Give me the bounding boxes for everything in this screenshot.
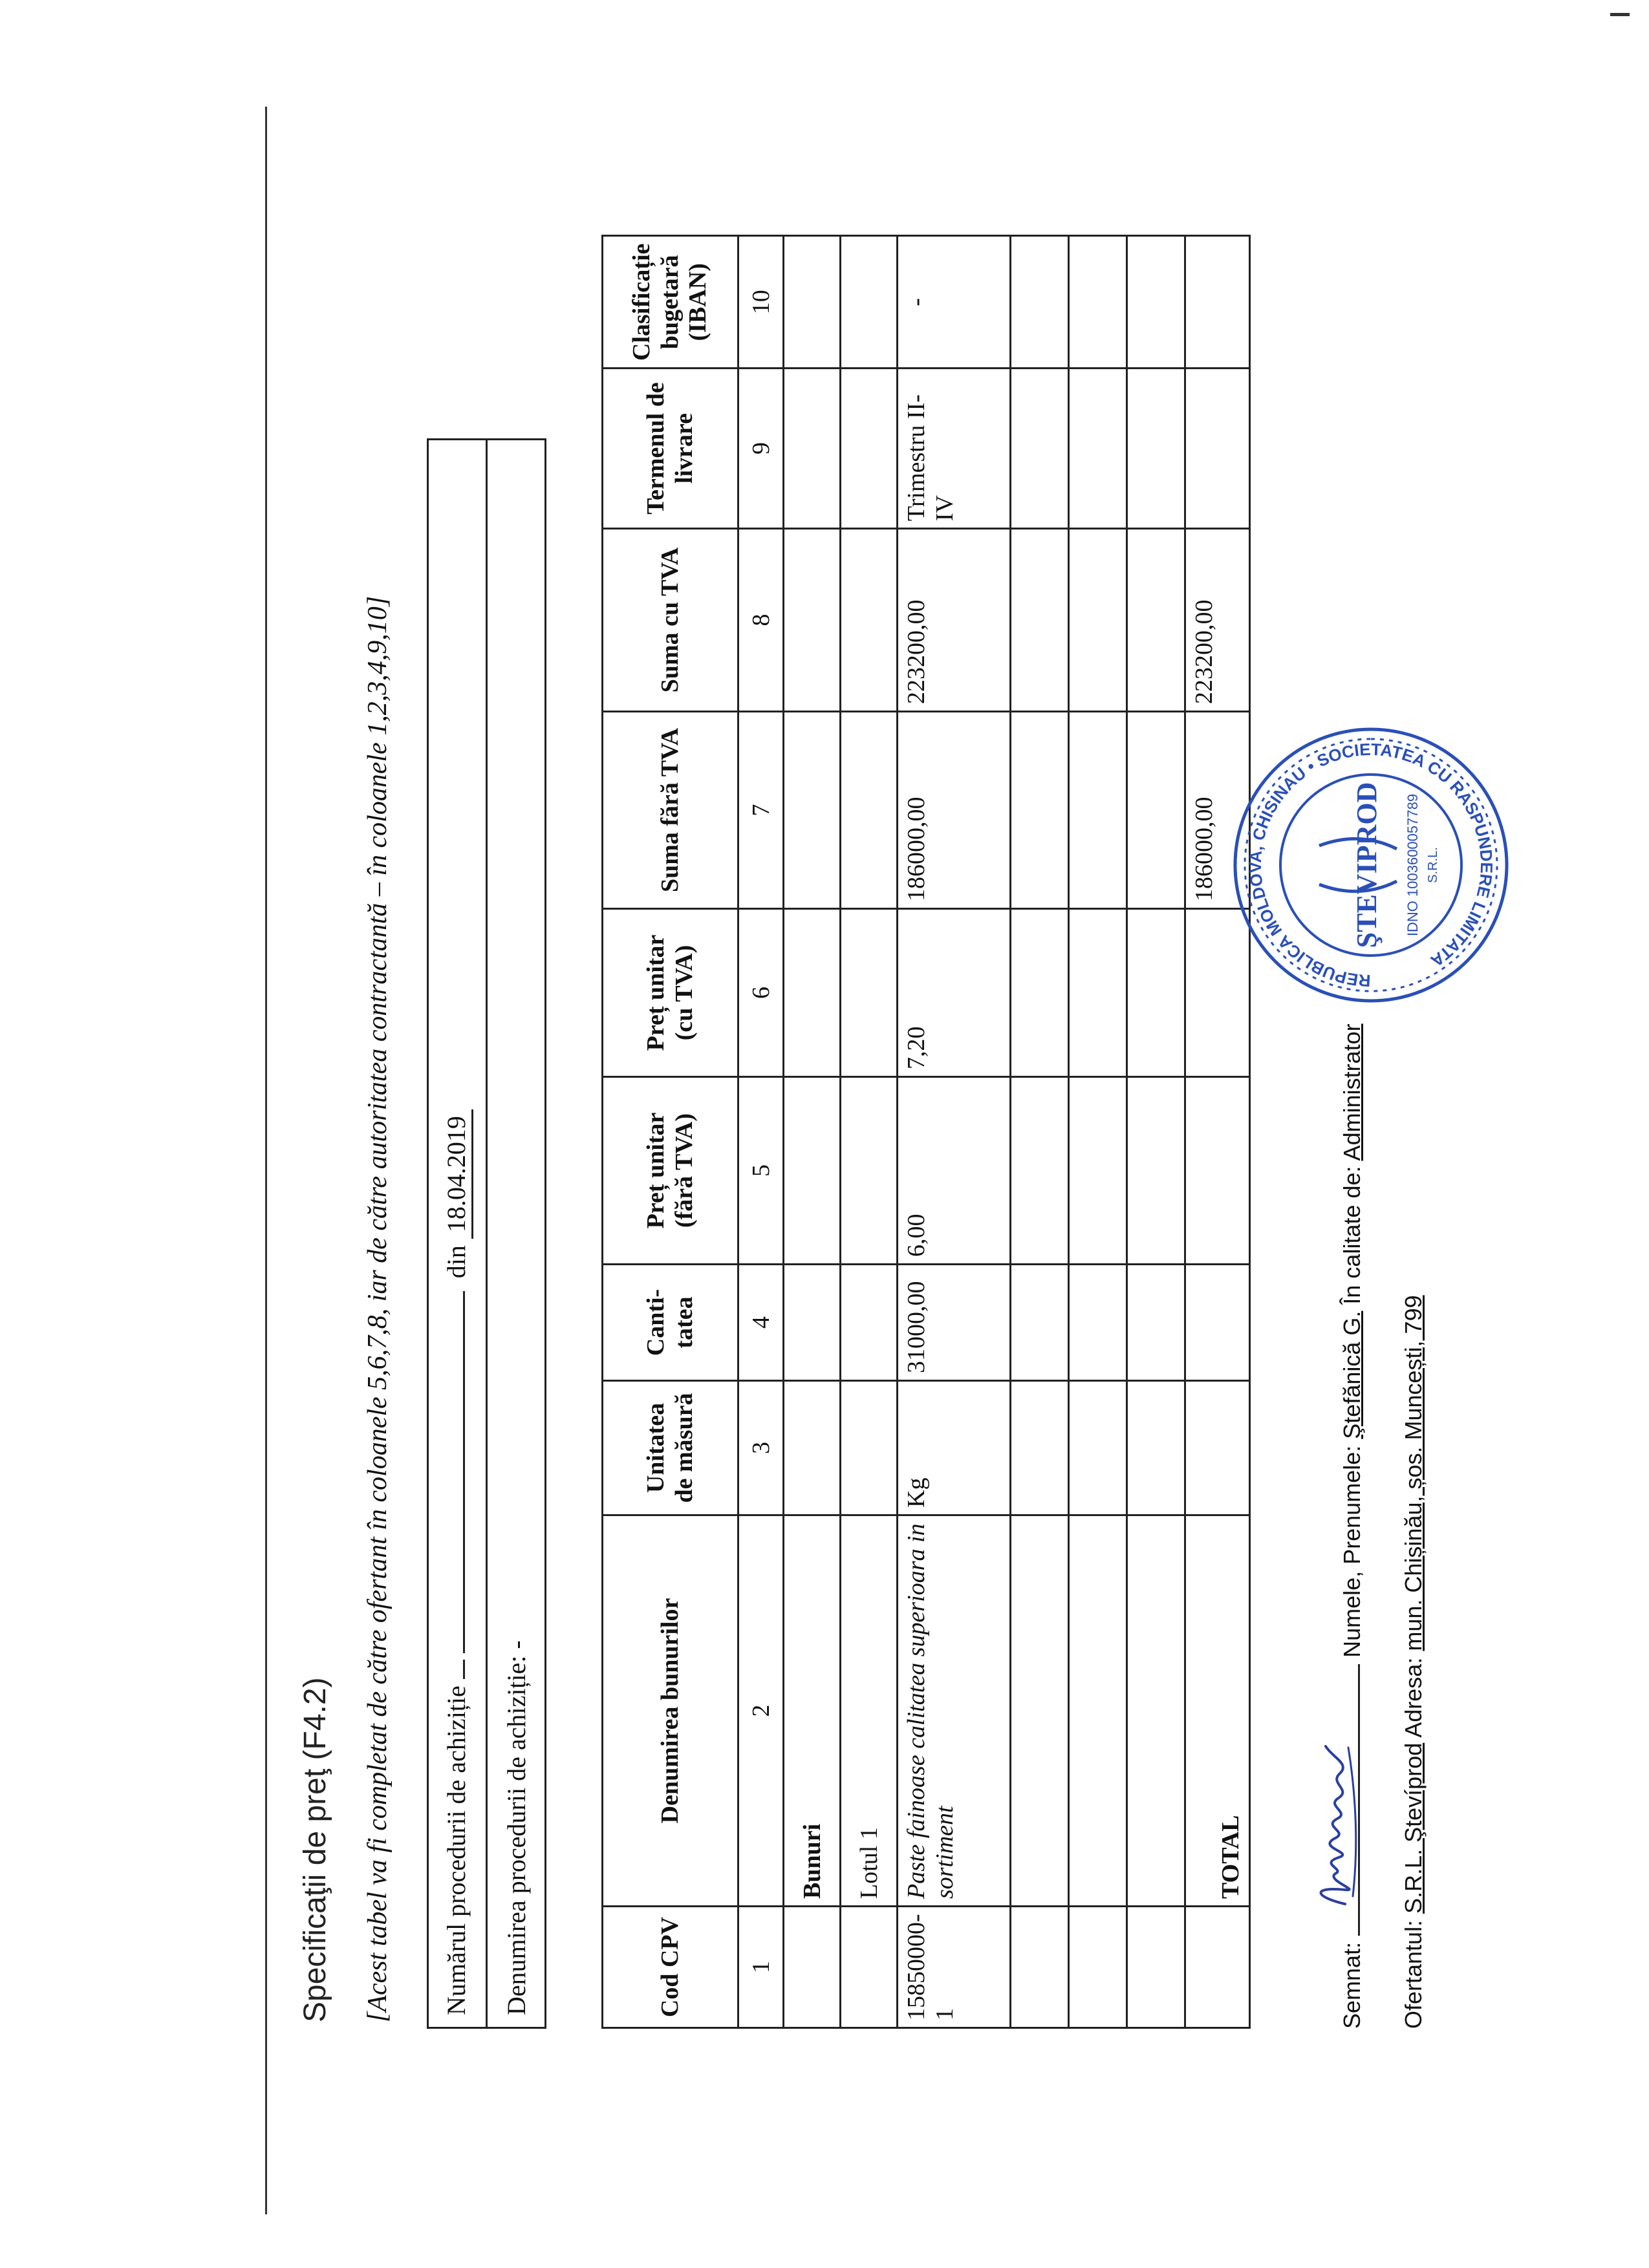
procedure-number-row	[428, 440, 487, 2028]
blank-row	[1011, 236, 1069, 2028]
lot-row	[841, 236, 898, 2028]
table-cell	[1069, 1907, 1127, 2028]
cpv-code: 15850000-1	[898, 1907, 1011, 2028]
table-cell	[1127, 1515, 1185, 1907]
col-header: Preț unitar (cu TVA)	[603, 909, 738, 1077]
page-title: Specificaţii de preţ (F4.2)	[298, 1677, 332, 2022]
table-cell	[1127, 712, 1185, 909]
table-cell	[1127, 369, 1185, 529]
col-header: Cod CPV	[603, 1907, 738, 2028]
table-cell	[1011, 369, 1069, 529]
price-with-vat: 7,20	[898, 909, 1011, 1077]
col-header: Unitatea de măsură	[603, 1381, 738, 1515]
blank-row	[1069, 236, 1127, 2028]
stamp-outer-text: REPUBLICA MOLDOVA, CHISINAU • SOCIETATEA CU RASPUNDERE LIMITATA	[1245, 739, 1497, 991]
col-header: Denumirea bunurilor	[603, 1515, 738, 1907]
column-number: 6	[738, 909, 784, 1077]
procedure-number-cell	[428, 440, 487, 2028]
table-cell	[784, 529, 841, 712]
procedure-number-value	[463, 1660, 465, 1679]
stamp-srl-text: S.R.L.	[1426, 847, 1440, 883]
capacity-label: În calitate de:	[1339, 1166, 1365, 1305]
table-cell	[1011, 529, 1069, 712]
table-cell	[841, 369, 898, 529]
total-sum-with-vat: 223200,00	[1185, 529, 1250, 712]
total-sum-no-vat: 186000,00	[1185, 712, 1250, 909]
table-cell	[784, 369, 841, 529]
offerer-value: S.R.L. Ştevíprod	[1400, 1742, 1427, 1914]
table-cell	[841, 1381, 898, 1515]
table-cell	[841, 909, 898, 1077]
table-cell	[1069, 1381, 1127, 1515]
table-cell	[1127, 1907, 1185, 2028]
table-cell	[1069, 909, 1127, 1077]
table-cell	[1069, 712, 1127, 909]
table-cell	[1011, 1077, 1069, 1265]
table-cell	[784, 909, 841, 1077]
name-label: Numele, Prenumele:	[1339, 1445, 1365, 1658]
table-cell	[1069, 529, 1127, 712]
table-cell	[1011, 1381, 1069, 1515]
table-cell	[1127, 236, 1185, 369]
total-label: TOTAL	[1185, 1515, 1250, 1907]
table-cell	[841, 1265, 898, 1381]
address-label: Adresa:	[1400, 1657, 1427, 1738]
sum-no-vat: 186000,00	[898, 712, 1011, 909]
col-header: Termenul de livrare	[603, 369, 738, 529]
total-row	[1185, 236, 1250, 2028]
blank-row	[1127, 236, 1185, 2028]
table-cell	[1185, 1265, 1250, 1381]
table-cell	[784, 1907, 841, 2028]
price-specification-table	[601, 235, 1251, 2029]
table-cell	[1069, 369, 1127, 529]
table-cell	[1185, 236, 1250, 369]
procedure-name-label: Denumirea procedurii de achiziție: -	[501, 1640, 531, 2015]
section-label: Bunuri	[784, 1515, 841, 1907]
col-header: Preț unitar (fără TVA)	[603, 1077, 738, 1265]
iban: -	[898, 236, 1011, 369]
table-cell	[1011, 1907, 1069, 2028]
procedure-number-blank	[463, 1291, 465, 1653]
table-cell	[1185, 1077, 1250, 1265]
col-header: Clasificație bugetară (IBAN)	[603, 236, 738, 369]
table-cell	[1127, 909, 1185, 1077]
column-number: 8	[738, 529, 784, 712]
column-number: 10	[738, 236, 784, 369]
column-number: 9	[738, 369, 784, 529]
procedure-date-value: 18.04.2019	[441, 1109, 473, 1239]
unit: Kg	[898, 1381, 1011, 1515]
table-cell	[1011, 712, 1069, 909]
table-cell	[841, 1907, 898, 2028]
offerer-line	[1400, 1295, 1427, 2029]
address-value: mun. Chișinău, șos. Muncești, 799	[1400, 1295, 1427, 1651]
delivery-term: Trimestru II-IV	[898, 369, 1011, 529]
table-cell	[1127, 1381, 1185, 1515]
name-value: Ştefănică G.	[1339, 1311, 1365, 1439]
table-row	[898, 236, 1011, 2028]
column-number: 4	[738, 1265, 784, 1381]
stamp-center-text: ŞTEVIPROD	[1351, 782, 1383, 948]
table-cell	[1069, 236, 1127, 369]
table-cell	[1069, 1077, 1127, 1265]
column-number: 3	[738, 1381, 784, 1515]
price-no-vat: 6,00	[898, 1077, 1011, 1265]
table-cell	[1127, 1077, 1185, 1265]
col-header: Suma cu TVA	[603, 529, 738, 712]
goods-name: Paste fainoase calitatea superioara in sortiment	[898, 1515, 1011, 1907]
col-header: Canti-tatea	[603, 1265, 738, 1381]
signed-label: Semnat:	[1339, 1942, 1365, 2029]
col-header: Suma fără TVA	[603, 712, 738, 909]
table-cell	[1069, 1265, 1127, 1381]
column-number: 1	[738, 1907, 784, 2028]
procedure-name-row	[487, 440, 546, 2028]
table-cell	[1011, 909, 1069, 1077]
table-cell	[1069, 1515, 1127, 1907]
table-cell	[841, 529, 898, 712]
table-cell	[1011, 1515, 1069, 1907]
procedure-name-cell	[487, 440, 546, 2028]
column-number: 5	[738, 1077, 784, 1265]
company-stamp	[1229, 723, 1513, 1007]
table-cell	[1185, 1907, 1250, 2028]
table-cell	[841, 1077, 898, 1265]
page-subtitle: [Acest tabel va fi completat de către ofertant în coloanele 5,6,7,8, iar de către autoritatea contractantă – în coloanele 1,2,3,4,9,10]	[363, 595, 393, 2022]
column-number: 7	[738, 712, 784, 909]
table-header-row	[603, 236, 738, 2028]
table-cell	[784, 1077, 841, 1265]
table-cell	[1127, 529, 1185, 712]
column-number-row	[738, 236, 784, 2028]
table-cell	[1185, 1381, 1250, 1515]
table-cell	[784, 236, 841, 369]
stamp-idno-text: IDNO 1003600057789	[1405, 793, 1421, 937]
quantity: 31000,00	[898, 1265, 1011, 1381]
section-row	[784, 236, 841, 2028]
handwritten-signature	[1300, 1741, 1371, 1909]
table-cell	[1185, 369, 1250, 529]
procedure-info-table	[427, 438, 546, 2029]
table-cell	[1011, 236, 1069, 369]
offerer-label: Ofertantul:	[1400, 1920, 1427, 2029]
sum-with-vat: 223200,00	[898, 529, 1011, 712]
column-number: 2	[738, 1515, 784, 1907]
table-cell	[784, 1265, 841, 1381]
table-cell	[841, 236, 898, 369]
table-cell	[841, 712, 898, 909]
procedure-date-label: din	[442, 1245, 471, 1279]
capacity-value: Administrator	[1339, 1023, 1365, 1161]
table-cell	[1011, 1265, 1069, 1381]
procedure-number-label: Numărul procedurii de achiziție	[442, 1685, 471, 2015]
table-cell	[784, 1381, 841, 1515]
table-cell	[1127, 1265, 1185, 1381]
lot-label: Lotul 1	[841, 1515, 898, 1907]
table-cell	[784, 712, 841, 909]
